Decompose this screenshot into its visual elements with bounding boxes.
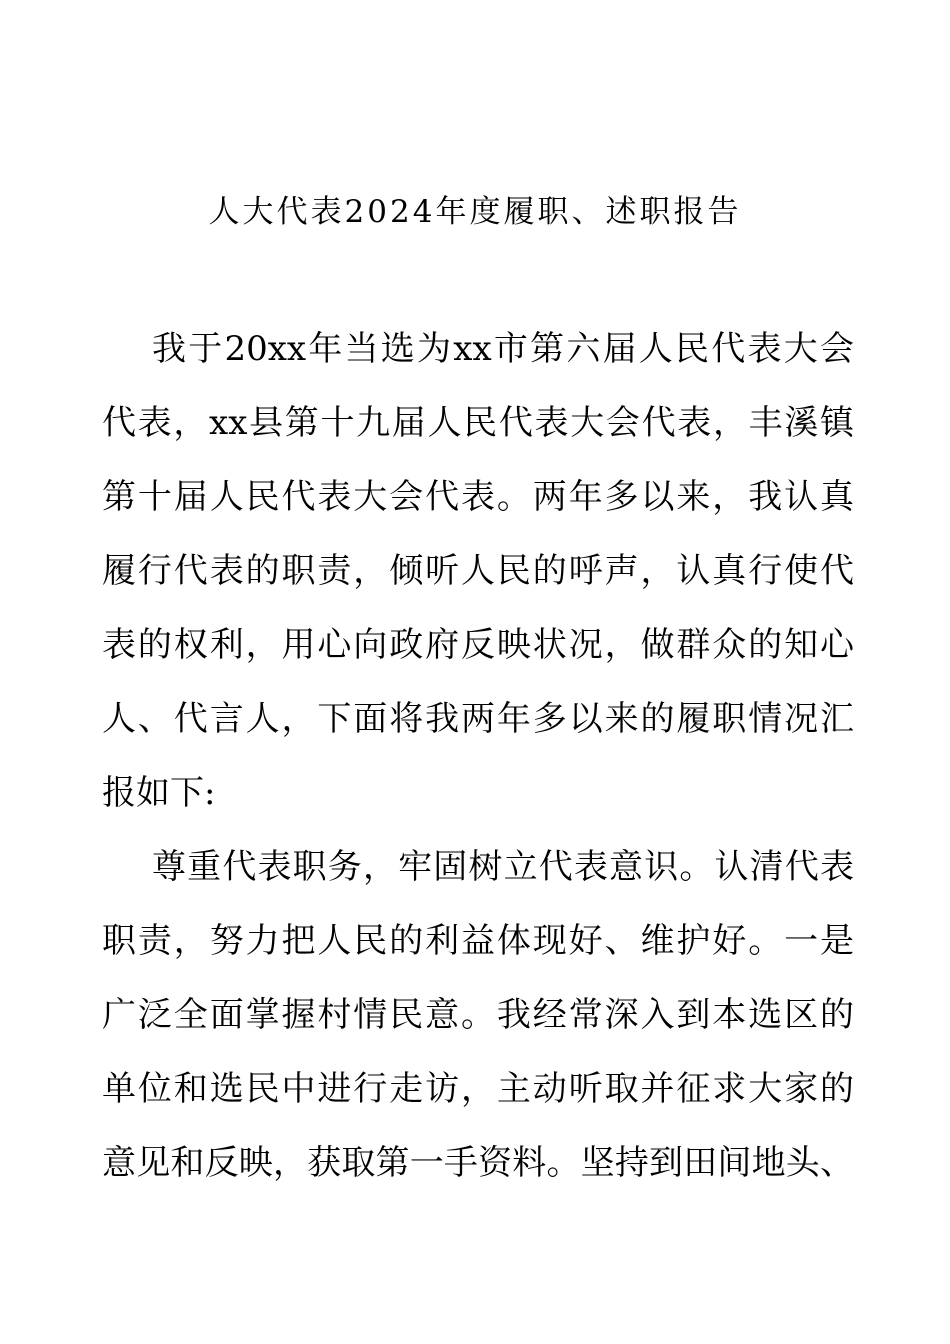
text-line: 履行代表的职责，倾听人民的呼声，认真行使代 xyxy=(102,551,854,591)
text-line: 报如下: xyxy=(102,773,216,813)
text-line: 广泛全面掌握村情民意。我经常深入到本选区的 xyxy=(102,995,854,1035)
paragraph-2 xyxy=(102,840,854,1190)
text-line: 代表，xx县第十九届人民代表大会代表，丰溪镇 xyxy=(102,403,854,443)
document-title: 人大代表2024年度履职、述职报告 xyxy=(208,194,742,230)
text-line: 职责，努力把人民的利益体现好、维护好。一是 xyxy=(102,921,854,961)
text-line: 表的权利，用心向政府反映状况，做群众的知心 xyxy=(102,625,854,665)
text-line: 尊重代表职务，牢固树立代表意识。认清代表 xyxy=(152,847,854,887)
text-line: 单位和选民中进行走访，主动听取并征求大家的 xyxy=(102,1069,854,1109)
text-line: 人、代言人，下面将我两年多以来的履职情况汇 xyxy=(102,699,854,739)
text-line: 我于20xx年当选为xx市第六届人民代表大会 xyxy=(152,329,854,369)
text-line: 意见和反映，获取第一手资料。坚持到田间地头、 xyxy=(102,1143,854,1183)
document-body xyxy=(102,322,854,1210)
paragraph-1 xyxy=(102,322,854,820)
text-line: 第十届人民代表大会代表。两年多以来，我认真 xyxy=(102,477,854,517)
